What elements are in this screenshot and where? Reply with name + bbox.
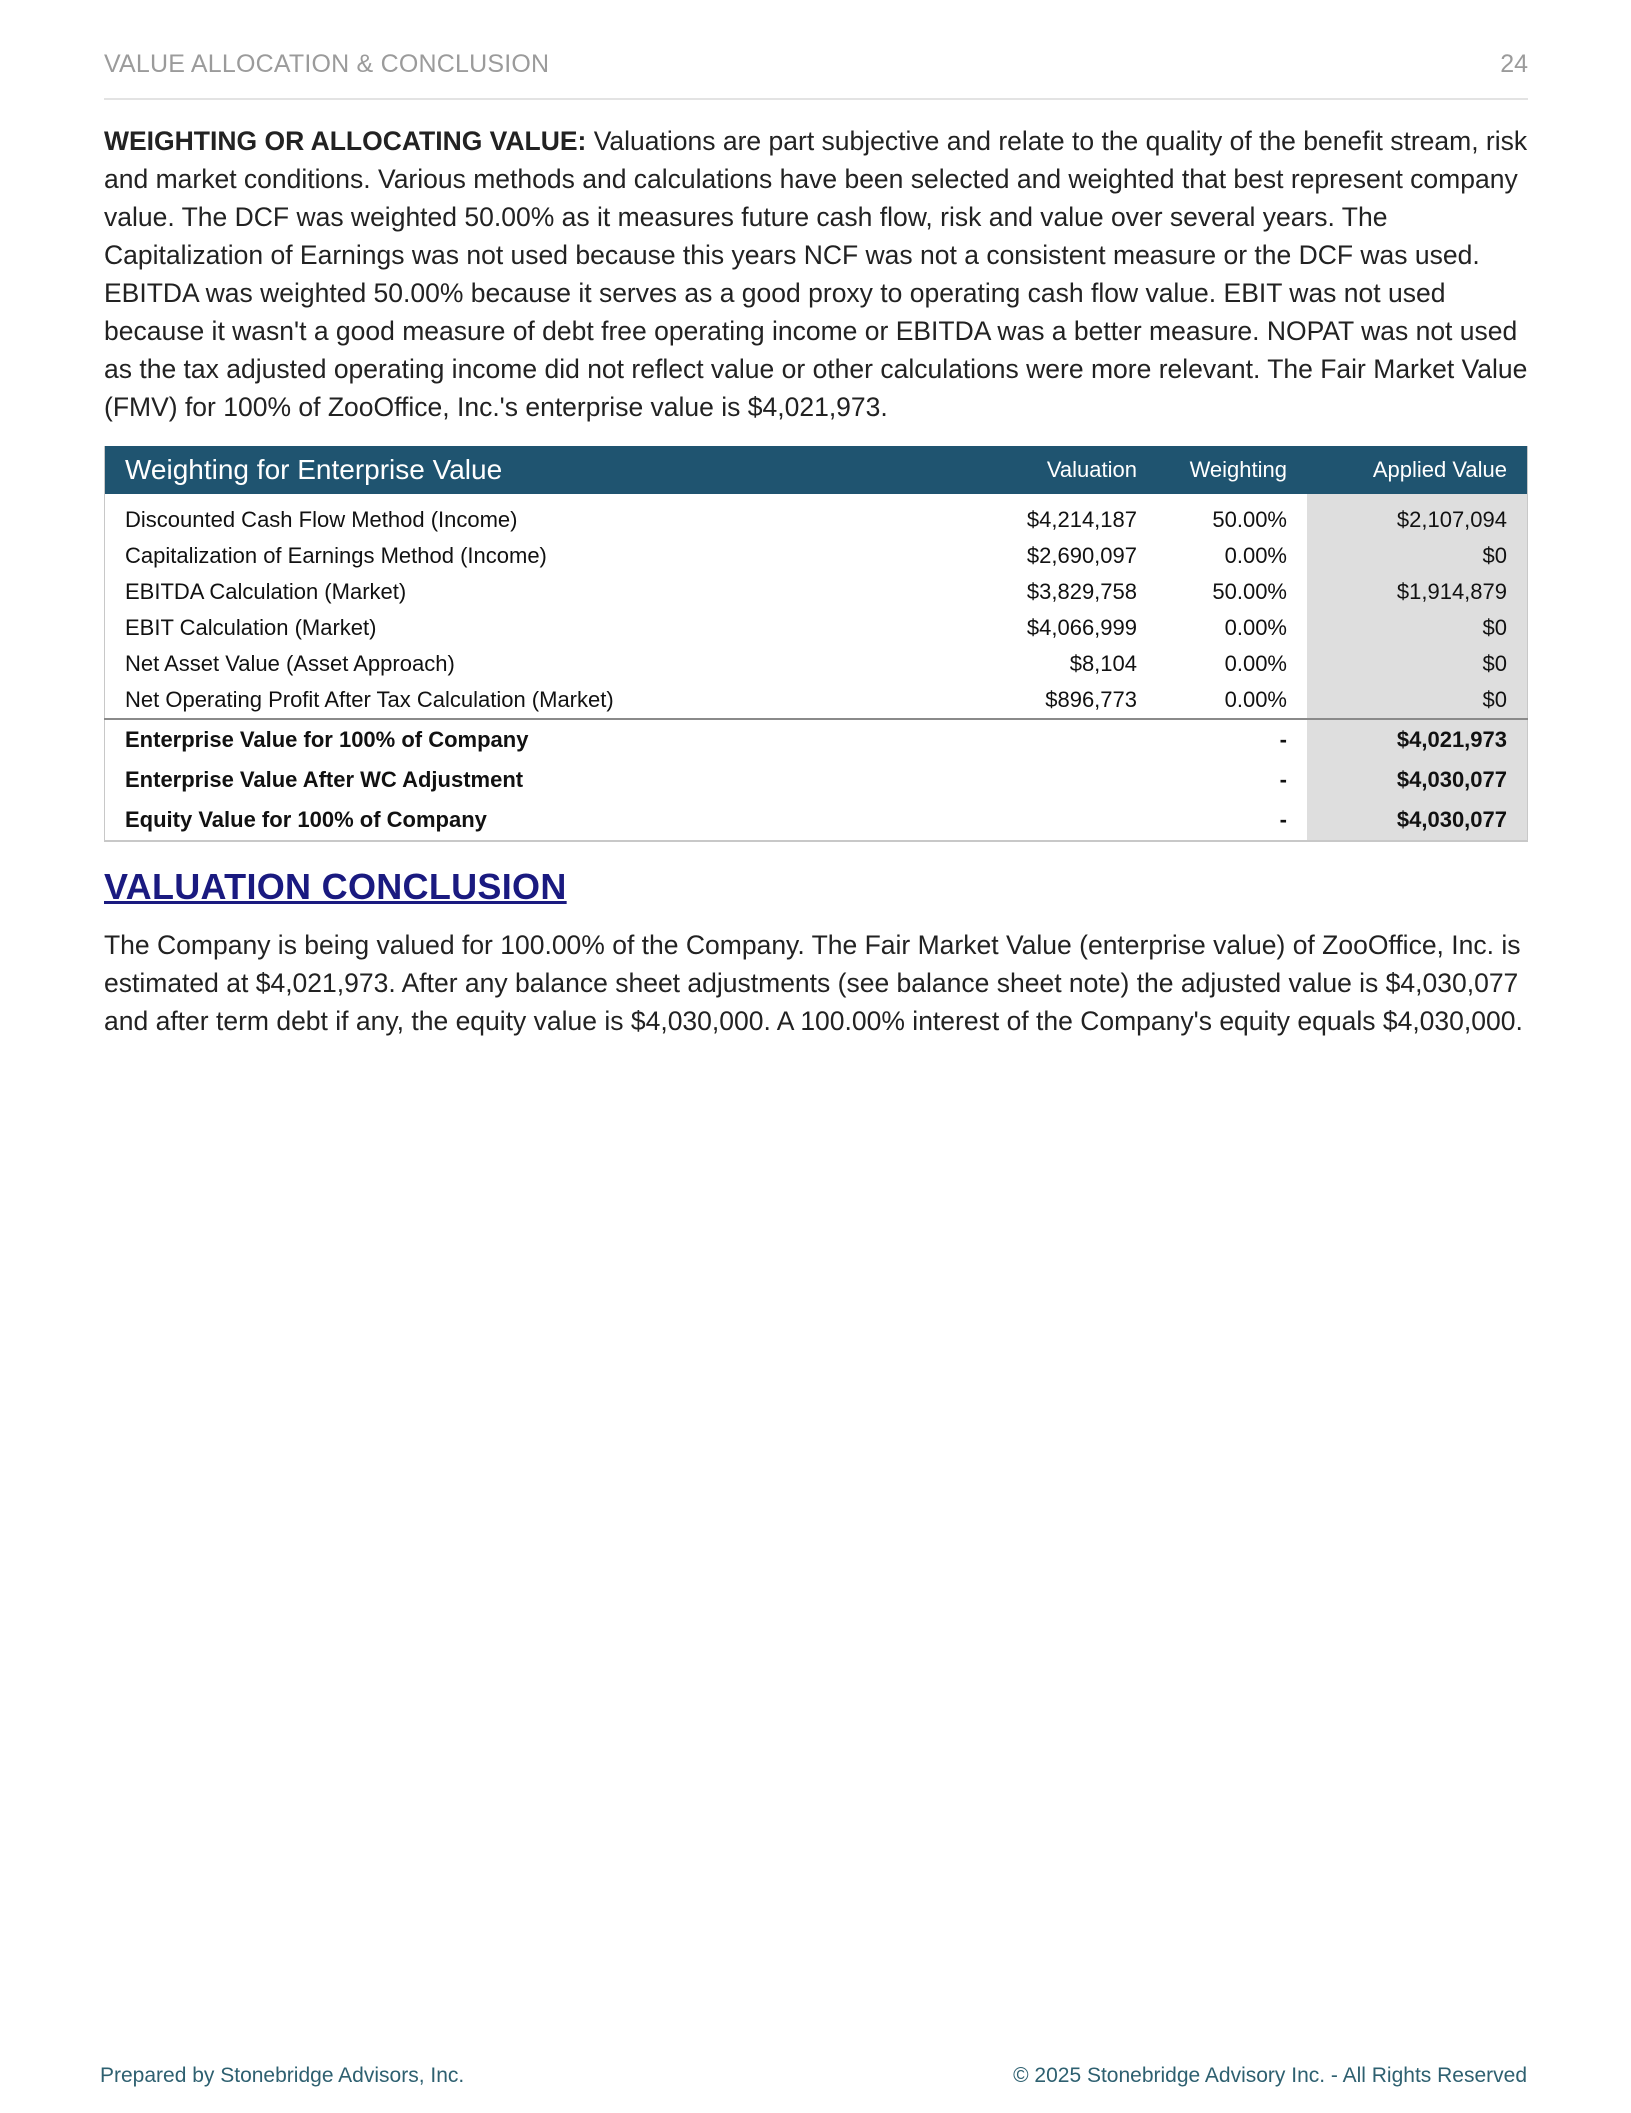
valuation-cell: $8,104 <box>1069 651 1137 676</box>
total-row <box>105 719 1528 760</box>
total-applied-cell: $4,021,973 <box>1307 719 1528 760</box>
footer-copyright: © 2025 Stonebridge Advisory Inc. - All Rights Reserved <box>1013 2064 1527 2087</box>
total-valuation-cell <box>967 719 1157 760</box>
total-valuation-cell <box>967 800 1157 841</box>
table-row <box>105 610 1528 646</box>
table-row <box>105 682 1528 719</box>
table-row <box>105 538 1528 574</box>
total-label: Enterprise Value After WC Adjustment <box>125 767 524 792</box>
method-name: Net Asset Value (Asset Approach) <box>125 651 455 676</box>
table-row <box>105 494 1528 538</box>
method-name: EBITDA Calculation (Market) <box>125 579 407 604</box>
valuation-cell: $2,690,097 <box>1026 543 1137 568</box>
conclusion-paragraph: The Company is being valued for 100.00% of the Company. The Fair Market Value (enterprise value) of ZooOffice, Inc. is estimated at $4,021,973. After any balance sheet adjustments (see balance sheet note) the adjusted value is $4,030,077 and after term debt if any, the equity value is $4,030,000. A 100.00% interest of the Company's equity equals $4,030,000. <box>104 930 1523 1036</box>
total-applied-cell: $4,030,077 <box>1307 800 1528 841</box>
total-label: Enterprise Value for 100% of Company <box>105 719 968 760</box>
col-valuation: Valuation <box>1046 457 1137 482</box>
weighting-lead: WEIGHTING OR ALLOCATING VALUE: <box>104 126 587 156</box>
total-weighting-cell: - <box>1279 767 1287 792</box>
valuation-cell: $896,773 <box>1045 687 1137 712</box>
weighting-text: Valuations are part subjective and relate to the quality of the benefit stream, risk and market conditions. Various methods and calculations have been selected and weighted that best represent company value. The DCF was weighted 50.00% as it measures future cash flow, risk and value over several years. The Capitalization of Earnings was not used because this years NCF was not a consistent measure or the DCF was used. EBITDA was weighted 50.00% because it serves as a good proxy to operating cash flow value. EBIT was not used because it wasn't a good measure of debt free operating income or EBITDA was a better measure. NOPAT was not used as the tax adjusted operating income did not reflect value or other calculations were more relevant. The Fair Market Value (FMV) for 100% of ZooOffice, Inc.'s enterprise value is $4,021,973. <box>104 126 1528 422</box>
total-applied-cell: $4,030,077 <box>1307 760 1528 800</box>
method-name: Net Operating Profit After Tax Calculation (Market) <box>125 687 614 712</box>
weighting-paragraph <box>104 122 1534 426</box>
weighting-cell: 0.00% <box>1224 615 1287 640</box>
weighting-cell: 0.00% <box>1224 687 1287 712</box>
applied-cell: $0 <box>1307 646 1528 682</box>
weighting-table <box>104 446 1528 842</box>
method-name: Capitalization of Earnings Method (Income) <box>125 543 547 568</box>
method-name: EBIT Calculation (Market) <box>125 615 377 640</box>
valuation-cell: $3,829,758 <box>1026 579 1137 604</box>
table-title: Weighting for Enterprise Value <box>125 454 503 485</box>
total-weighting-cell: - <box>1279 807 1287 832</box>
applied-cell: $0 <box>1307 682 1528 719</box>
page-header <box>104 48 1528 100</box>
applied-cell: $0 <box>1307 610 1528 646</box>
table-header-row <box>105 446 1528 494</box>
applied-cell: $1,914,879 <box>1307 574 1528 610</box>
footer-prepared-by: Prepared by Stonebridge Advisors, Inc. <box>100 2064 465 2087</box>
valuation-cell: $4,214,187 <box>1026 507 1137 532</box>
total-row <box>105 760 1528 800</box>
total-label: Equity Value for 100% of Company <box>125 807 487 832</box>
conclusion-heading: VALUATION CONCLUSION <box>104 866 567 907</box>
table-row <box>105 646 1528 682</box>
weighting-cell: 50.00% <box>1212 507 1287 532</box>
applied-cell: $2,107,094 <box>1307 494 1528 538</box>
total-weighting-cell: - <box>1157 719 1307 760</box>
total-valuation-cell <box>967 760 1157 800</box>
weighting-cell: 0.00% <box>1224 543 1287 568</box>
valuation-cell: $4,066,999 <box>1026 615 1137 640</box>
weighting-cell: 0.00% <box>1224 651 1287 676</box>
applied-cell: $0 <box>1307 538 1528 574</box>
col-weighting: Weighting <box>1189 457 1287 482</box>
total-row <box>105 800 1528 841</box>
col-applied-value: Applied Value <box>1372 457 1507 482</box>
table-row <box>105 574 1528 610</box>
section-title: VALUE ALLOCATION & CONCLUSION <box>104 50 550 78</box>
method-name: Discounted Cash Flow Method (Income) <box>125 507 518 532</box>
weighting-cell: 50.00% <box>1212 579 1287 604</box>
page-number: 24 <box>1500 50 1528 78</box>
